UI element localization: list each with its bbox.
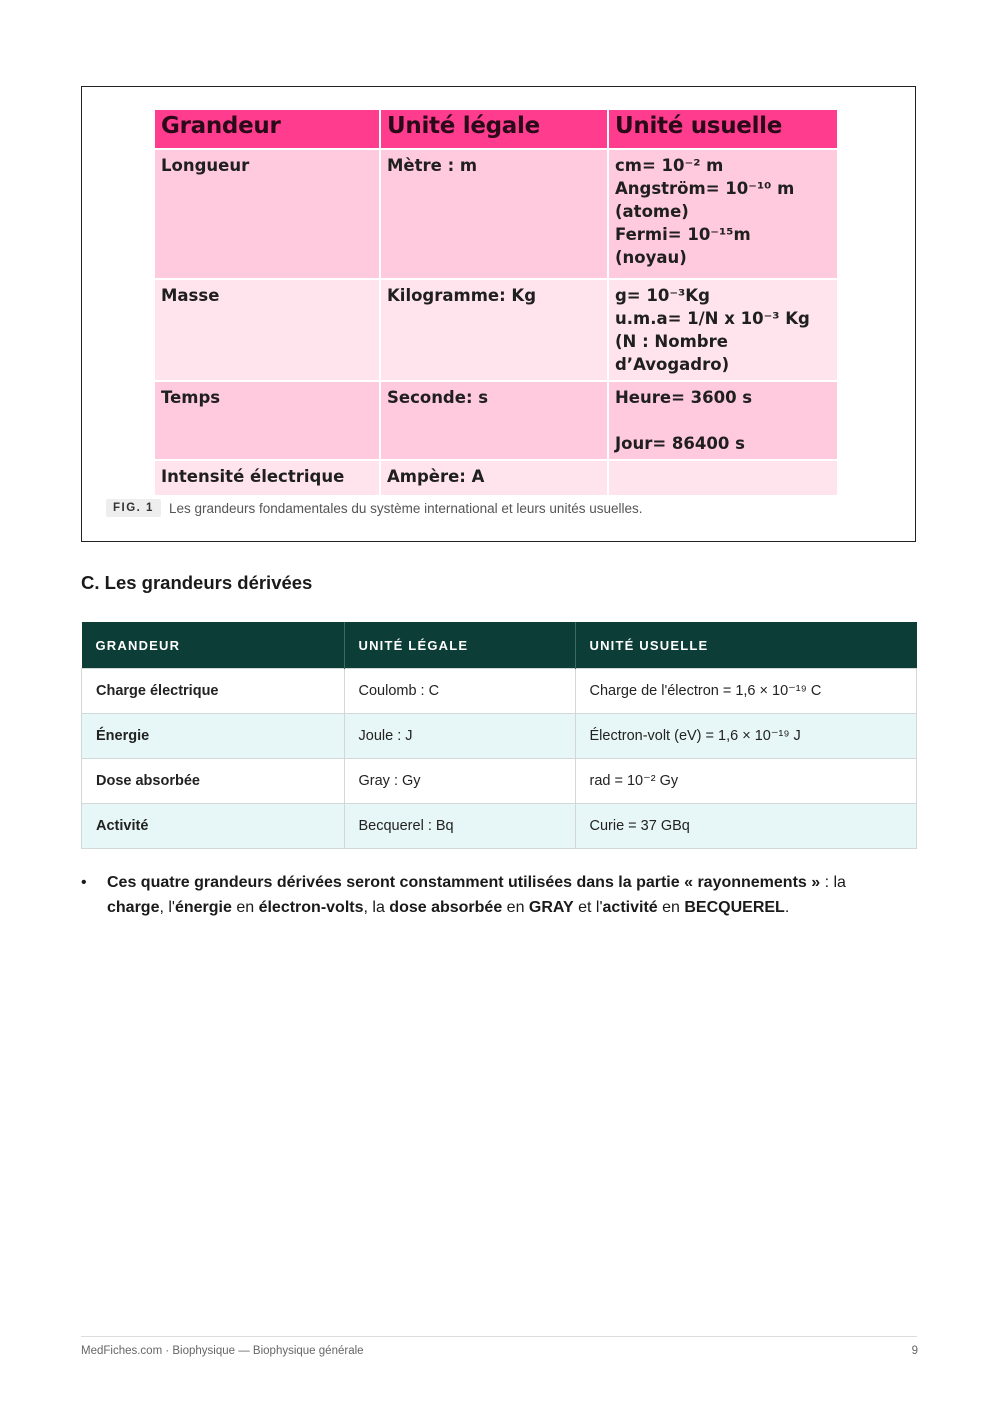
cell-unite-usuelle [609,280,839,382]
page-number: 9 [911,1345,918,1357]
cell-unite-usuelle: Curie = 37 GBq [575,804,917,849]
usuelle-line: cm= 10⁻² m [615,156,724,175]
cell-unite-legale: Mètre : m [381,150,609,280]
cell-unite-usuelle [609,382,839,461]
emphasis: GRAY [528,899,574,916]
usuelle-line: Heure= 3600 s [615,388,753,407]
table-row [155,150,839,280]
cell-unite-legale: Ampère: A [381,461,609,497]
text-run: en [231,899,259,916]
cell-grandeur: Masse [155,280,381,382]
usuelle-line: Jour= 86400 s [615,434,745,453]
header-unite-legale: Unité légale [381,110,609,150]
text-run: et l' [573,899,603,916]
table-row [155,382,839,461]
table-row [82,804,917,849]
emphasis: dose absorbée [389,899,503,916]
table-row [82,714,917,759]
usuelle-line: (N : Nombre d’Avogadro) [615,332,730,374]
cell-grandeur: Activité [82,804,345,849]
text-run: , l' [159,899,175,916]
bullet-paragraph [81,870,881,920]
cell-unite-legale: Seconde: s [381,382,609,461]
cell-grandeur: Temps [155,382,381,461]
cell-unite-usuelle: rad = 10⁻² Gy [575,759,917,804]
text-run: en [657,899,685,916]
emphasis: énergie [174,899,232,916]
usuelle-line: Fermi= 10⁻¹⁵m [615,225,751,244]
emphasis: électron-volts [258,899,364,916]
caption-text: Les grandeurs fondamentales du système international et leurs unités usuelles. [168,500,643,516]
bullet-dot-icon: • [81,874,87,891]
cell-grandeur: Charge électrique [82,669,345,714]
cell-unite-usuelle: Charge de l'électron = 1,6 × 10⁻¹⁹ C [575,669,917,714]
fundamental-units-table [155,110,839,497]
cell-unite-legale: Coulomb : C [344,669,575,714]
figure-1 [81,86,916,542]
cell-grandeur: Intensité électrique [155,461,381,497]
figure-tag: FIG. 1 [106,499,161,517]
emphasis: Ces quatre grandeurs dérivées seront constamment utilisées dans la partie « rayonnements » [107,874,821,891]
usuelle-line: (atome) [615,202,689,221]
table-row [82,669,917,714]
derived-units-table [81,622,917,849]
text-run: . [784,899,790,916]
figure-caption [106,499,642,517]
blank-line [615,409,831,432]
cell-unite-legale: Joule : J [344,714,575,759]
cell-unite-usuelle: Électron-volt (eV) = 1,6 × 10⁻¹⁹ J [575,714,917,759]
header-unite-usuelle: UNITÉ USUELLE [575,622,917,669]
usuelle-line: Angström= 10⁻¹⁰ m [615,179,795,198]
header-unite-legale: UNITÉ LÉGALE [344,622,575,669]
usuelle-line: (noyau) [615,248,687,267]
emphasis: charge [107,899,160,916]
footer-divider [81,1336,917,1337]
usuelle-line: g= 10⁻³Kg [615,286,710,305]
table-row [155,280,839,382]
header-grandeur: GRANDEUR [82,622,345,669]
table-row [155,461,839,497]
table-row [82,759,917,804]
text-run: : la [820,874,846,891]
cell-unite-legale: Gray : Gy [344,759,575,804]
cell-unite-legale: Kilogramme: Kg [381,280,609,382]
cell-unite-usuelle [609,150,839,280]
footer-source: MedFiches.com · Biophysique — Biophysique générale [81,1345,364,1357]
section-title: C. Les grandeurs dérivées [81,572,313,593]
emphasis: activité [602,899,658,916]
usuelle-line: u.m.a= 1/N x 10⁻³ Kg [615,309,810,328]
cell-unite-usuelle [609,461,839,497]
text-run: en [502,899,529,916]
header-grandeur: Grandeur [155,110,381,150]
cell-grandeur: Longueur [155,150,381,280]
text-run: , la [363,899,390,916]
header-unite-usuelle: Unité usuelle [609,110,839,150]
cell-grandeur: Énergie [82,714,345,759]
cell-grandeur: Dose absorbée [82,759,345,804]
emphasis: BECQUEREL [684,899,785,916]
bullet-text [107,870,881,920]
cell-unite-legale: Becquerel : Bq [344,804,575,849]
